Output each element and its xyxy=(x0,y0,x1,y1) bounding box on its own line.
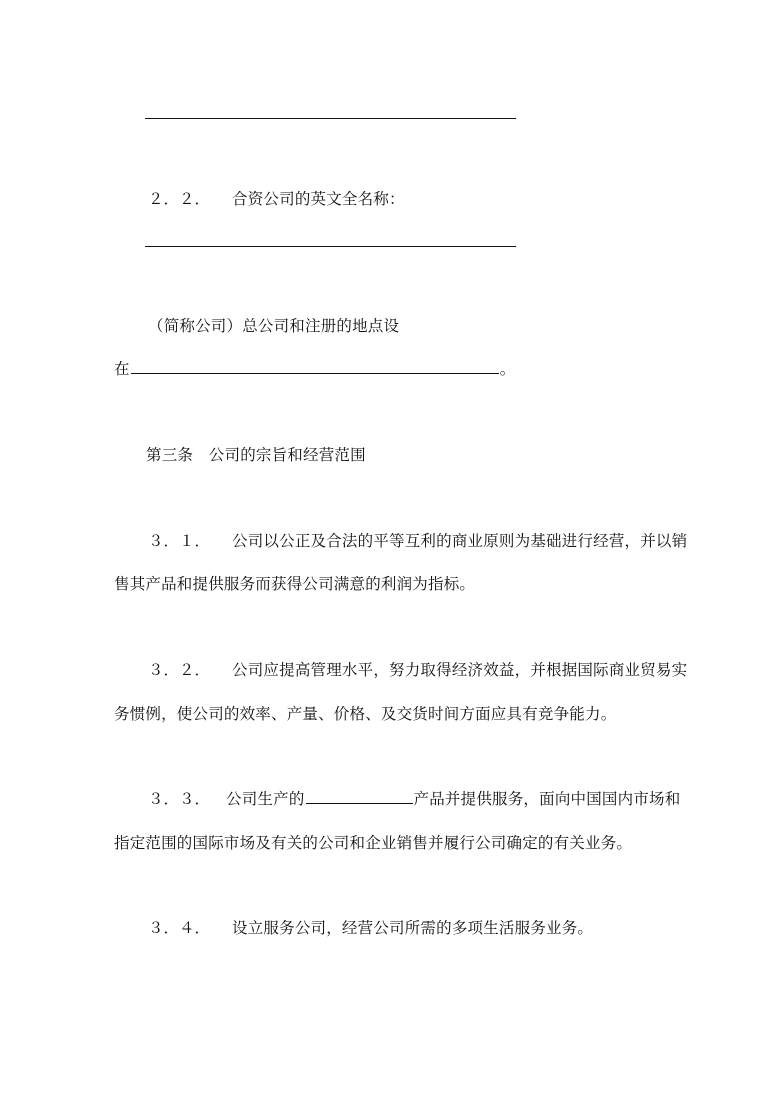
clause-text: 设立服务公司，经营公司所需的多项生活服务业务。 xyxy=(232,919,594,937)
address-suffix: 。 xyxy=(499,360,516,378)
article-3-heading xyxy=(146,444,366,466)
clause-text: 务惯例，使公司的效率、产量、价格、及交货时间方面应具有竞争能力。 xyxy=(114,705,617,723)
clause-3-2-line-1 xyxy=(148,659,687,681)
clause-text: 公司应提高管理水平，努力取得经济效益，并根据国际商业贸易实 xyxy=(232,661,688,679)
chinese-name-blank-line xyxy=(145,118,516,119)
clause-3-3-line-2 xyxy=(114,832,632,854)
address-line xyxy=(114,358,515,380)
clause-text: 指定范围的国际市场及有关的公司和企业销售并履行公司确定的有关业务。 xyxy=(114,834,633,852)
clause-text-suffix: 产品并提供服务，面向中国国内市场和 xyxy=(413,790,681,808)
clause-number: ２．２． xyxy=(148,190,211,208)
clause-text-prefix: 公司生产的 xyxy=(226,790,305,808)
clause-text: 公司以公正及合法的平等互利的商业原则为基础进行经营，并以销 xyxy=(232,532,688,550)
abbreviation-line xyxy=(148,315,399,337)
clause-number: ３．４． xyxy=(148,919,211,937)
article-heading-text: 第三条 公司的宗旨和经营范围 xyxy=(146,446,366,464)
clause-2-2 xyxy=(148,188,405,210)
address-prefix: 在 xyxy=(114,360,130,378)
clause-3-1-line-2 xyxy=(114,573,475,595)
address-blank-line xyxy=(131,359,499,374)
abbreviation-text: （简称公司）总公司和注册的地点设 xyxy=(148,317,400,335)
clause-3-4 xyxy=(148,917,593,939)
clause-number: ３．１． xyxy=(148,532,211,550)
clause-3-3-line-1 xyxy=(148,788,680,810)
clause-3-2-line-2 xyxy=(114,703,616,725)
clause-number: ３．２． xyxy=(148,661,211,679)
clause-text: 合资公司的英文全名称： xyxy=(232,190,405,208)
clause-3-1-line-1 xyxy=(148,530,687,552)
english-name-blank-line xyxy=(145,246,516,247)
clause-text: 售其产品和提供服务而获得公司满意的利润为指标。 xyxy=(114,575,476,593)
product-blank-line xyxy=(306,789,413,804)
clause-number: ３．３． xyxy=(148,790,211,808)
